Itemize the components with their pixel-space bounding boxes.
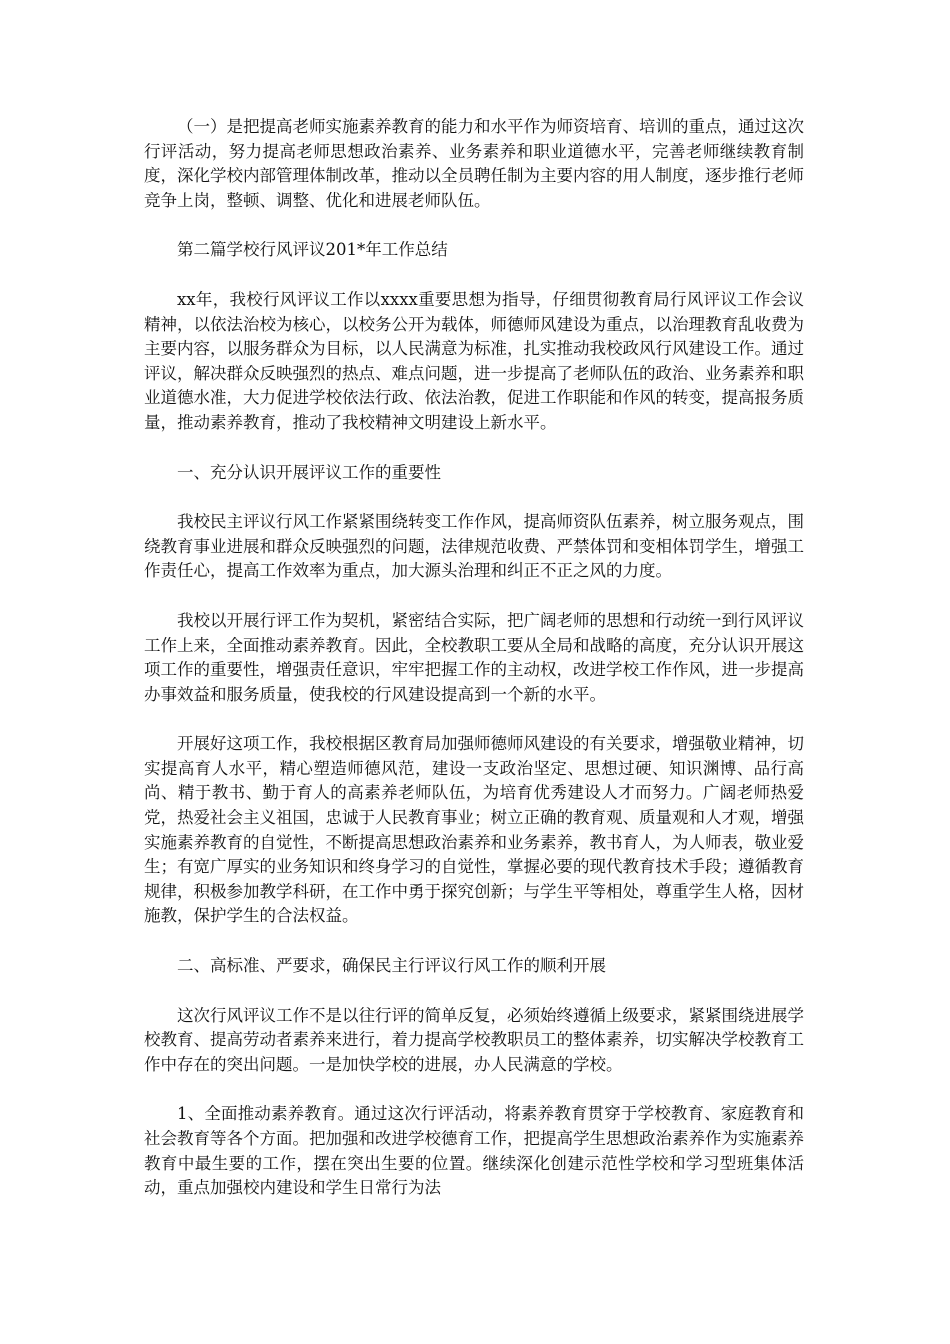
section-heading-2: 二、高标准、严要求，确保民主行评议行风工作的顺利开展 [177, 956, 606, 976]
paragraph-review-requirements: 这次行风评议工作不是以往行评的简单反复，必须始终遵循上级要求，紧紧围绕进展学校教育、提高劳动者素养来进行，着力提高学校教职员工的整体素养，切实解决学校教育工作中存在的突出问题。一是加快学校的进展，办人民满意的学校。 [144, 1005, 804, 1074]
article-title: 第二篇学校行风评议201*年工作总结 [177, 240, 448, 260]
paragraph-quality-education: 1、全面推动素养教育。通过这次行评活动，将素养教育贯穿于学校教育、家庭教育和社会教育等各个方面。把加强和改进学校德育工作，把提高学生思想政治素养作为实施素养教育中最生要的工作，摆在突出生要的位置。继续深化创建示范性学校和学习型班集体活动，重点加强校内建设和学生日常行为法 [144, 1104, 804, 1198]
paragraph-opportunity: 我校以开展行评工作为契机，紧密结合实际，把广阔老师的思想和行动统一到行风评议工作上来，全面推动素养教育。因此，全校教职工要从全局和战略的高度，充分认识开展这项工作的重要性，增强责任意识，牢牢把握工作的主动权，改进学校工作作风，进一步提高办事效益和服务质量，使我校的行风建设提高到一个新的水平。 [144, 610, 804, 704]
paragraph-democratic-review: 我校民主评议行风工作紧紧围绕转变工作作风，提高师资队伍素养，树立服务观点，围绕教育事业进展和群众反映强烈的问题，法律规范收费、严禁体罚和变相体罚学生，增强工作责任心，提高工作效率为重点，加大源头治理和纠正不正之风的力度。 [144, 512, 804, 581]
document-body [144, 115, 804, 1226]
paragraph-summary-intro: xx年，我校行风评议工作以xxxx重要思想为指导，仔细贯彻教育局行风评议工作会议精神，以依法治校为核心，以校务公开为载体，师德师风建设为重点，以治理教育乱收费为主要内容，以服务群众为目标，以人民满意为标准，扎实推动我校政风行风建设工作。通过评议，解决群众反映强烈的热点、难点问题，进一步提高了老师队伍的政治、业务素养和职业道德水准，大力促进学校依法行政、依法治教，促进工作职能和作风的转变，提高报务质量，推动素养教育，推动了我校精神文明建设上新水平。 [144, 289, 804, 432]
section-heading-1: 一、充分认识开展评议工作的重要性 [177, 462, 441, 482]
paragraph-teacher-ethics: 开展好这项工作，我校根据区教育局加强师德师风建设的有关要求，增强敬业精神，切实提高育人水平，精心塑造师德风范，建设一支政治坚定、思想过硬、知识渊博、品行高尚、精于教书、勤于育人的高素养老师队伍，为培育优秀建设人才而努力。广阔老师热爱党，热爱社会主义祖国，忠诚于人民教育事业；树立正确的教育观、质量观和人才观，增强实施素养教育的自觉性，不断提高思想政治素养和业务素养，教书育人，为人师表，敬业爱生；有宽广厚实的业务知识和终身学习的自觉性，掌握必要的现代教育技术手段；遵循教育规律，积极参加教学科研，在工作中勇于探究创新；与学生平等相处，尊重学生人格，因材施教，保护学生的合法权益。 [144, 734, 804, 926]
paragraph-teacher-training: （一）是把提高老师实施素养教育的能力和水平作为师资培育、培训的重点，通过这次行评活动，努力提高老师思想政治素养、业务素养和职业道德水平，完善老师继续教育制度，深化学校内部管理体制改革，推动以全员聘任制为主要内容的用人制度，逐步推行老师竞争上岗，整顿、调整、优化和进展老师队伍。 [144, 117, 804, 210]
